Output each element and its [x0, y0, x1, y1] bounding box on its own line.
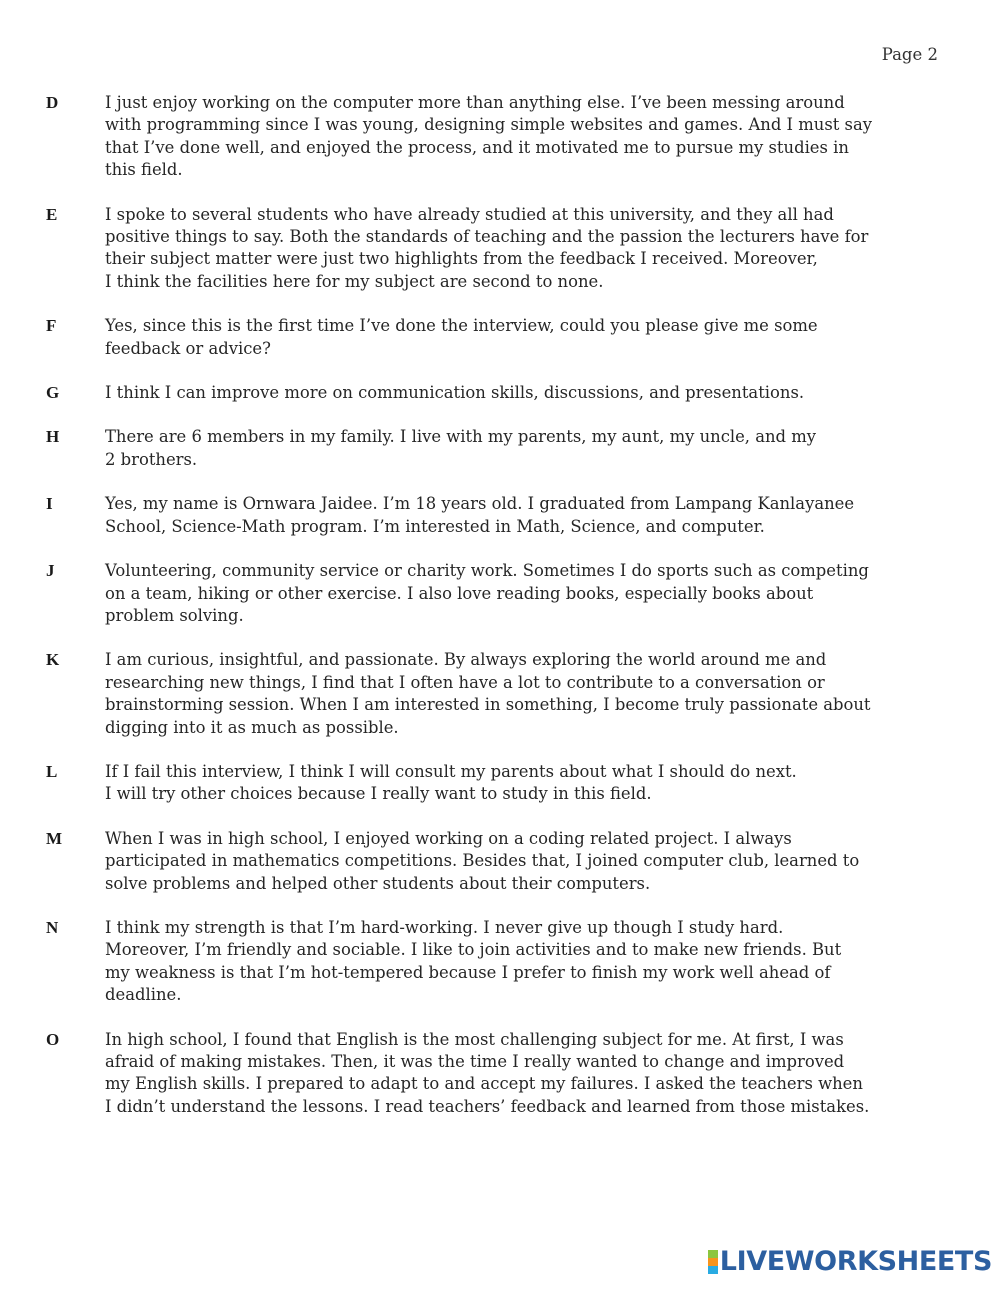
list-item: [0, 493, 1000, 538]
logo-text: LIVEWORKSHEETS: [719, 1246, 992, 1277]
entry-letter: H: [46, 427, 60, 447]
logo-block-green: [708, 1250, 718, 1258]
entry-letter: K: [46, 650, 60, 670]
entry-text: Yes, since this is the first time I’ve done the interview, could you please give me some feedback or advice?: [105, 316, 818, 358]
entry-letter: I: [46, 494, 53, 514]
entry-letter: N: [46, 917, 59, 937]
entry-letter: E: [46, 204, 58, 224]
page-number: Page 2: [881, 45, 938, 64]
liveworksheets-logo[interactable]: [708, 1248, 992, 1275]
entry-text: When I was in high school, I enjoyed working on a coding related project. I always participated in mathematics competitions. Besides that, I joined computer club, learned to solve problems and helped other students about their computers.: [105, 828, 860, 893]
list-item: [0, 761, 1000, 806]
liveworksheets-blocks-icon: [708, 1250, 718, 1274]
list-item: [0, 92, 1000, 182]
answer-list: [0, 92, 1000, 1140]
entry-letter: L: [46, 761, 58, 781]
list-item: [0, 560, 1000, 627]
entry-text: Volunteering, community service or charity work. Sometimes I do sports such as competing on a team, hiking or other exercise. I also love reading books, especially books about problem solving.: [105, 561, 869, 625]
entry-letter: O: [46, 1029, 60, 1049]
entry-text: I just enjoy working on the computer more than anything else. I’ve been messing around with programming since I was young, designing simple websites and games. And I must say that I’ve done well, and enjoyed the process, and it motivated me to pursue my studies in this field.: [105, 93, 872, 180]
list-item: [0, 426, 1000, 471]
entry-text: If I fail this interview, I think I will consult my parents about what I should do next. I will try other choices because I really want to study in this field.: [105, 761, 797, 804]
list-item: [0, 828, 1000, 895]
list-item: [0, 917, 1000, 1007]
list-item: [0, 1029, 1000, 1119]
list-item: [0, 649, 1000, 739]
entry-text: Yes, my name is Ornwara Jaidee. I’m 18 years old. I graduated from Lampang Kanlayanee School, Science-Math program. I’m interested in Math, Science, and computer.: [105, 494, 855, 536]
logo-block-blue: [708, 1266, 718, 1274]
list-item: [0, 315, 1000, 360]
entry-letter: D: [46, 93, 59, 112]
entry-text: In high school, I found that English is the most challenging subject for me. At first, I was afraid of making mistakes. Then, it was the time I really wanted to change and improved my English skills. I prepared to adapt to and accept my failures. I asked the teachers when I didn’t understand the lessons. I read teachers’ feedback and learned from those mistakes.: [105, 1029, 870, 1116]
entry-text: I am curious, insightful, and passionate. By always exploring the world around me and researching new things, I find that I often have a lot to contribute to a conversation or brainstorming session. When I am interested in something, I become truly passionate about digging into it as much as possible.: [105, 650, 871, 737]
entry-letter: J: [46, 561, 55, 581]
entry-letter: F: [46, 316, 57, 336]
list-item: [0, 204, 1000, 294]
entry-text: I think my strength is that I’m hard-working. I never give up though I study hard. Moreover, I’m friendly and sociable. I like to join activities and to make new friends. But my weakness is that I’m hot-tempered because I prefer to finish my work well ahead of deadline.: [105, 917, 842, 1005]
entry-letter: G: [46, 383, 60, 403]
entry-text: There are 6 members in my family. I live with my parents, my aunt, my uncle, and my 2 brothers.: [105, 427, 817, 469]
list-item: [0, 382, 1000, 404]
entry-text: I spoke to several students who have already studied at this university, and they all had positive things to say. Both the standards of teaching and the passion the lecturers have for their subject matter were just two highlights from the feedback I received. Moreover, I think the facilities here for my subject are second to none.: [105, 204, 869, 291]
logo-block-orange: [708, 1258, 718, 1266]
entry-text: I think I can improve more on communication skills, discussions, and presentations.: [105, 383, 805, 403]
entry-letter: M: [46, 828, 63, 848]
